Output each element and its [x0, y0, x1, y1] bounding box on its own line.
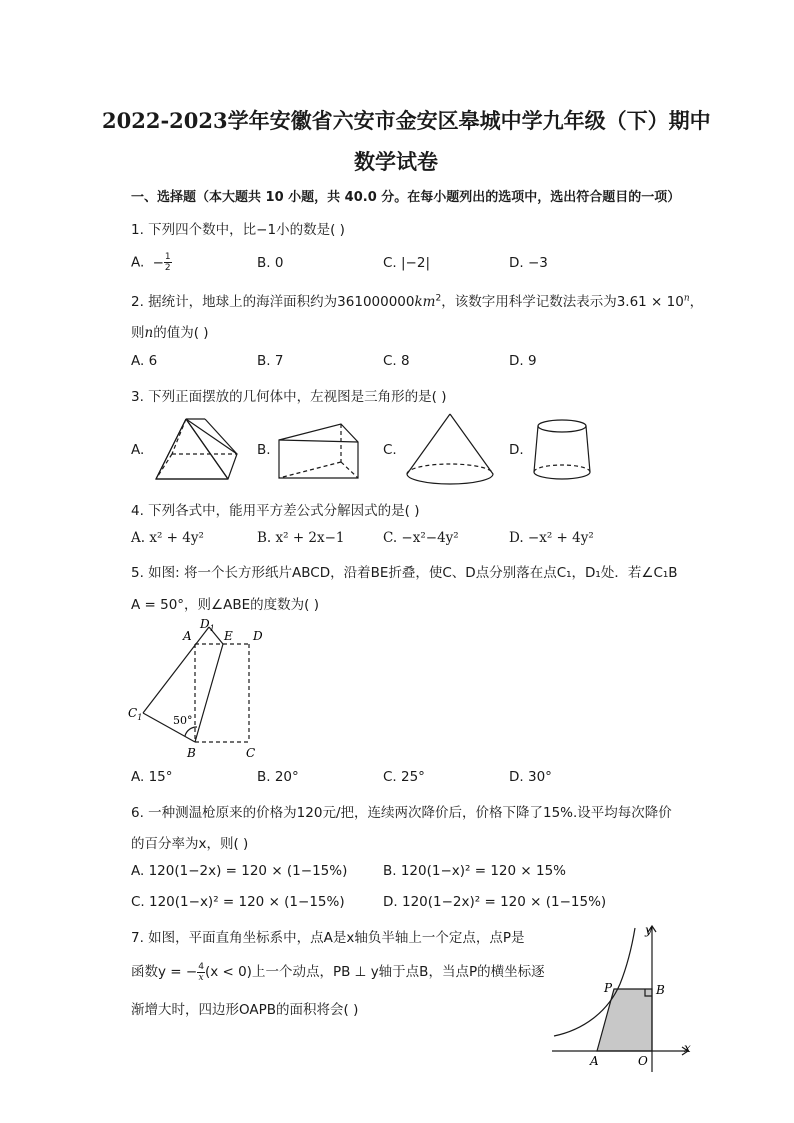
q5-option-b: B. 20°: [257, 769, 299, 785]
q1-a-num: 1: [164, 252, 171, 262]
q1-option-a: [131, 252, 172, 273]
q5-figure-folded-rectangle: [125, 615, 275, 765]
q3-figure-cone: [404, 411, 496, 489]
q5-label-e: E: [224, 629, 233, 643]
q7-label-a: A: [590, 1054, 599, 1068]
q2-stem-c: ，: [689, 294, 704, 310]
q2-stem: [131, 290, 703, 310]
q7-line2-a: 函数y = −: [131, 964, 198, 980]
q5-label-d: D: [253, 629, 263, 643]
q3-option-d: D.: [509, 442, 524, 458]
q5-label-b: B: [187, 746, 196, 760]
q3-option-a: A.: [131, 442, 145, 458]
q5-label-c: C: [246, 746, 256, 760]
q4-option-a: A. x² + 4y²: [131, 530, 204, 546]
q7-label-b: B: [656, 983, 665, 997]
q5-line-1: 5. 如图: 将一个长方形纸片ABCD，沿着BE折叠，使C、D点分别落在点C₁，D₁处．若∠C₁B: [131, 565, 678, 581]
title-line-1: 2022-2023学年安徽省六安市金安区皋城中学九年级（下）期中: [102, 108, 711, 133]
q7-label-o: O: [638, 1054, 648, 1068]
q2-line-2: [131, 321, 209, 341]
q3-option-b: B.: [257, 442, 271, 458]
q2-option-c: C. 8: [383, 353, 410, 369]
q2-option-d: D. 9: [509, 353, 537, 369]
q1-a-sign: −: [152, 254, 164, 271]
q6-option-d: D. 120(1−2x)² = 120 × (1−15%): [383, 894, 607, 910]
q5-option-c: C. 25°: [383, 769, 425, 785]
q6-line-2: 的百分率为x，则( ): [131, 836, 249, 852]
q5-label-angle: 50°: [173, 714, 193, 727]
q1-a-label: A.: [131, 254, 145, 271]
q7-line-1: 7. 如图，平面直角坐标系中，点A是x轴负半轴上一个定点，点P是: [131, 930, 525, 946]
q7-label-p: P: [604, 981, 613, 995]
q2-var: n: [144, 325, 154, 341]
q7-frac-num: 4: [198, 961, 204, 972]
q5-label-d1-sub: 1: [209, 624, 215, 633]
q7-label-y: y: [645, 923, 652, 937]
q7-line-2: [131, 960, 545, 983]
q3-figure-wedge-prism: [275, 418, 365, 483]
q4-option-b: B. x² + 2x−1: [257, 530, 345, 546]
q3-figure-frustum: [532, 416, 592, 486]
title-line-2: 数学试卷: [354, 149, 438, 174]
q6-line-1: 6. 一种测温枪原来的价格为120元/把，连续两次降价后，价格下降了15%.设平均每次降价: [131, 805, 672, 821]
q5-label-c1: [128, 706, 142, 722]
q4-stem: 4. 下列各式中，能用平方差公式分解因式的是( ): [131, 503, 420, 519]
q4-option-c: C. −x²−4y²: [383, 530, 459, 546]
q1-option-d: D. −3: [509, 255, 548, 271]
q4-option-d: D. −x² + 4y²: [509, 530, 594, 546]
q5-option-a: A. 15°: [131, 769, 173, 785]
q1-stem: 1. 下列四个数中，比−1小的数是( ): [131, 222, 345, 238]
q3-stem: 3. 下列正面摆放的几何体中，左视图是三角形的是( ): [131, 389, 447, 405]
q1-option-c: C. |−2|: [383, 255, 431, 271]
q2-exp: n: [683, 293, 690, 304]
q7-label-x: x: [684, 1041, 691, 1055]
q7-fraction: [197, 962, 205, 983]
q7-line-3: 渐增大时，四边形OAPB的面积将会( ): [131, 1002, 359, 1018]
q1-a-fraction: [164, 252, 172, 273]
q3-figure-triangular-prism: [150, 415, 245, 485]
q2-unit: km: [414, 294, 436, 310]
q7-figure-coordinate-plane: [548, 920, 696, 1078]
q5-label-d1: [199, 617, 215, 633]
q5-label-c1-sub: 1: [137, 713, 143, 722]
q7-frac-den: x: [198, 972, 204, 983]
q2-stem-a: 2. 据统计，地球上的海洋面积约为361000000: [131, 294, 415, 310]
q6-option-c: C. 120(1−x)² = 120 × (1−15%): [131, 894, 345, 910]
q3-option-c: C.: [383, 442, 397, 458]
q2-unit-exp: 2: [435, 293, 442, 304]
q5-label-c1-main: C: [128, 706, 138, 720]
q5-option-d: D. 30°: [509, 769, 552, 785]
q2-stem-b: ，该数字用科学记数法表示为3.61 × 10: [441, 294, 684, 310]
q2-option-b: B. 7: [257, 353, 284, 369]
q5-label-a: A: [183, 629, 192, 643]
q7-line2-b: (x < 0)上一个动点，PB ⊥ y轴于点B，当点P的横坐标逐: [204, 964, 545, 980]
q1-a-den: 2: [164, 263, 171, 273]
q5-line-2: A = 50°，则∠ABE的度数为( ): [131, 597, 320, 613]
q5-label-d1-main: D: [200, 617, 210, 631]
q1-option-b: B. 0: [257, 255, 284, 271]
q2-line2-b: 的值为( ): [153, 325, 209, 341]
q6-option-b: B. 120(1−x)² = 120 × 15%: [383, 863, 567, 879]
section-header: 一、选择题（本大题共 10 小题，共 40.0 分。在每小题列出的选项中，选出符合题目的一项）: [131, 190, 681, 205]
q6-option-a: A. 120(1−2x) = 120 × (1−15%): [131, 863, 348, 879]
q2-option-a: A. 6: [131, 353, 158, 369]
q2-line2-a: 则: [131, 325, 145, 341]
